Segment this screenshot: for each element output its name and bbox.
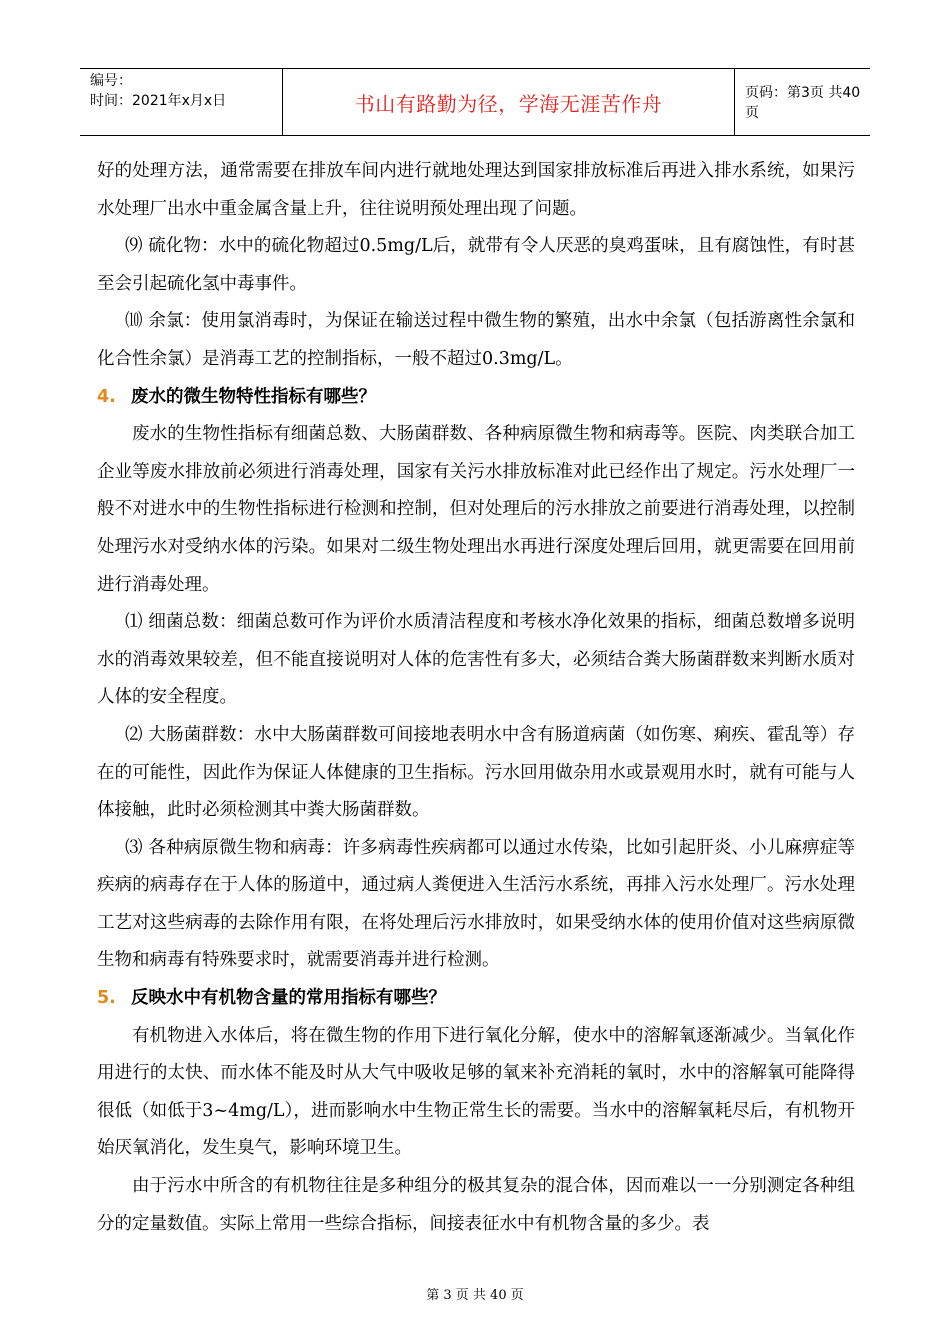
section-heading-5: [97, 980, 855, 1018]
section-number: 5.: [97, 988, 116, 1009]
paragraph-sulfide: ⑼ 硫化物：水中的硫化物超过0.5mg/L后，就带有令人厌恶的臭鸡蛋味，且有腐蚀性，有时甚至会引起硫化氢中毒事件。: [97, 236, 855, 294]
paragraph-bacteria-count: ⑴ 细菌总数：细菌总数可作为评价水质清洁程度和考核水净化效果的指标，细菌总数增多说明水的消毒效果较差，但不能直接说明对人体的危害性有多大，必须结合粪大肠菌群数来判断水质对人体的安全程度。: [97, 612, 855, 708]
page-footer: 第 3 页 共 40 页: [426, 1288, 524, 1303]
header-meta-cell: [80, 69, 283, 135]
document-body: [97, 153, 855, 1243]
paragraph-residual-chlorine: ⑽ 余氯：使用氯消毒时，为保证在输送过程中微生物的繁殖，出水中余氯（包括游离性余氯和化合性余氯）是消毒工艺的控制指标，一般不超过0.3mg/L。: [97, 311, 855, 369]
paragraph: 废水的生物性指标有细菌总数、大肠菌群数、各种病原微生物和病毒等。医院、肉类联合加工企业等废水排放前必须进行消毒处理，国家有关污水排放标准对此已经作出了规定。污水处理厂一般不对进水中的生物性指标进行检测和控制，但对处理后的污水排放之前要进行消毒处理，以控制处理污水对受纳水体的污染。如果对二级生物处理出水再进行深度处理后回用，就更需要在回用前进行消毒处理。: [97, 424, 855, 595]
document-number-label: 编号：: [90, 73, 132, 89]
header-motto: 书山有路勤为径，学海无涯苦作舟: [354, 91, 663, 116]
header-motto-cell: [283, 69, 735, 135]
paragraph: 有机物进入水体后，将在微生物的作用下进行氧化分解，使水中的溶解氧逐渐减少。当氧化作用进行的太快、而水体不能及时从大气中吸收足够的氧来补充消耗的氧时，水中的溶解氧可能降得很低（如低于3~4mg/L），进而影响水中生物正常生长的需要。当水中的溶解氧耗尽后，有机物开始厌氧消化，发生臭气，影响环境卫生。: [97, 1025, 855, 1159]
page-header: [80, 68, 870, 136]
section-title: 废水的微生物特性指标有哪些？: [131, 386, 376, 407]
document-date: 时间：2021年x月x日: [90, 93, 227, 109]
section-heading-4: [97, 379, 855, 417]
section-title: 反映水中有机物含量的常用指标有哪些？: [131, 988, 446, 1009]
header-page-info: 页码：第3页 共40页: [745, 85, 861, 121]
paragraph: 由于污水中所含的有机物往往是多种组分的极其复杂的混合体，因而难以一一分别测定各种组分的定量数值。实际上常用一些综合指标，间接表征水中有机物含量的多少。表: [97, 1176, 855, 1234]
paragraph: 好的处理方法，通常需要在排放车间内进行就地处理达到国家排放标准后再进入排水系统，如果污水处理厂出水中重金属含量上升，往往说明预处理出现了问题。: [97, 161, 855, 219]
section-number: 4.: [97, 386, 116, 407]
paragraph-pathogens: ⑶ 各种病原微生物和病毒：许多病毒性疾病都可以通过水传染，比如引起肝炎、小儿麻痹症等疾病的病毒存在于人体的肠道中，通过病人粪便进入生活污水系统，再排入污水处理厂。污水处理工艺对这些病毒的去除作用有限，在将处理后污水排放时，如果受纳水体的使用价值对这些病原微生物和病毒有特殊要求时，就需要消毒并进行检测。: [97, 837, 855, 971]
paragraph-coliform: ⑵ 大肠菌群数：水中大肠菌群数可间接地表明水中含有肠道病菌（如伤寒、痢疾、霍乱等）存在的可能性，因此作为保证人体健康的卫生指标。污水回用做杂用水或景观用水时，就有可能与人体接触，此时必须检测其中粪大肠菌群数。: [97, 724, 855, 821]
